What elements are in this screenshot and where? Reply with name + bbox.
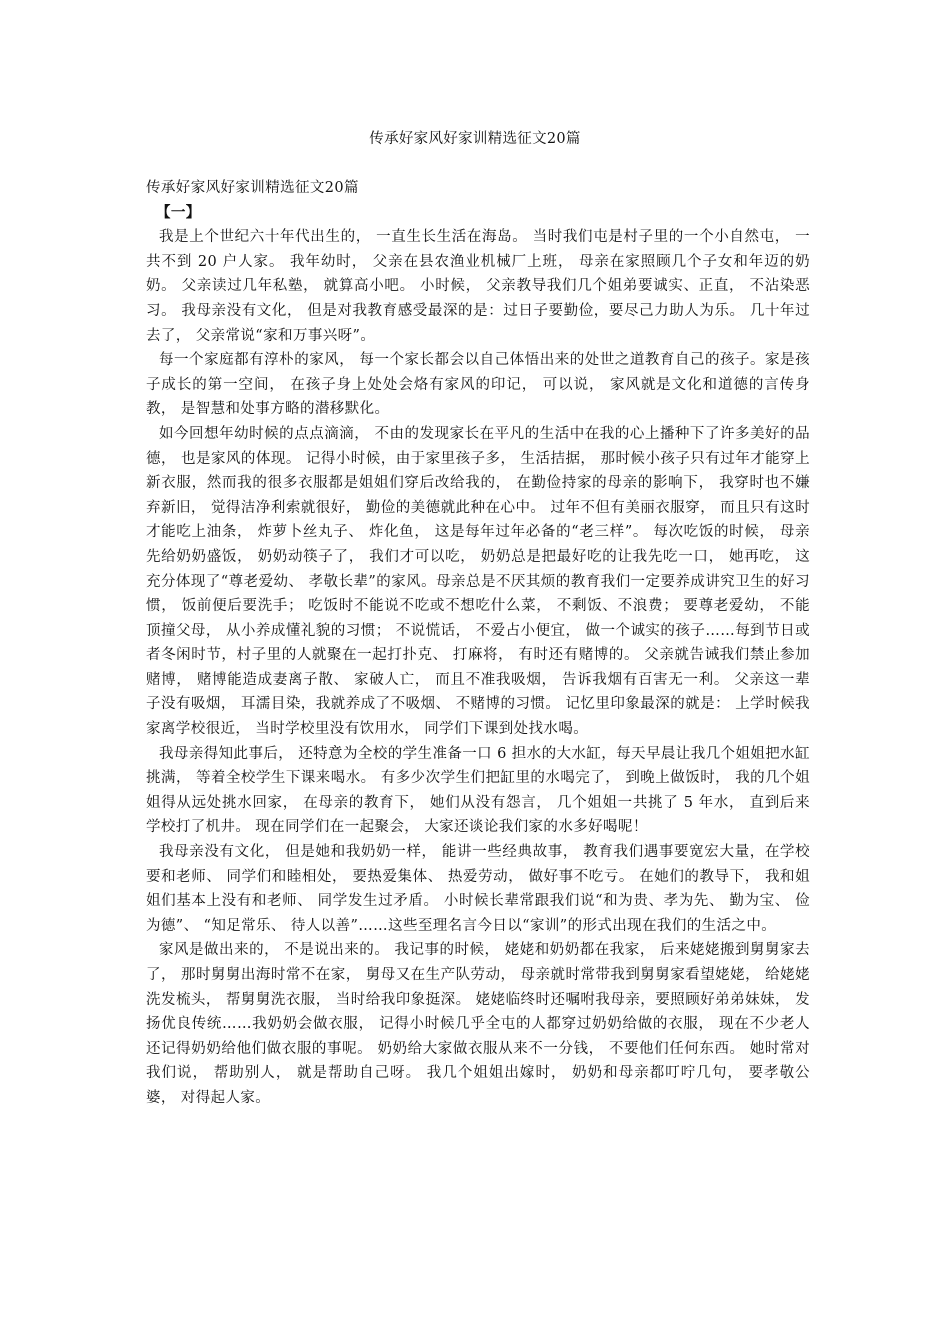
section-label: 【一】 (156, 203, 201, 221)
document-title: 传承好家风好家训精选征文20篇 (369, 131, 581, 147)
paragraph: 我母亲得知此事后， 还特意为全校的学生准备一口 6 担水的大水缸，每天早晨让我几个姐姐把水缸挑满， 等着全校学生下课来喝水。 有多少次学生们把缸里的水喝完了， 到晚上做饭时， 我的几个姐姐得从远处挑水回家， 在母亲的教育下， 她们从没有怨言， 几个姐姐一共挑了 5 年水， 直到后来学校打了机井。 现在同学们在一起聚会， 大家还谈论我们家的水多好喝呢！ (146, 745, 810, 836)
document-subtitle: 传承好家风好家训精选征文20篇 (146, 180, 359, 196)
paragraph: 我母亲没有文化， 但是她和我奶奶一样， 能讲一些经典故事， 教育我们遇事要宽宏大量，在学校要和老师、 同学们和睦相处， 要热爱集体、 热爱劳动， 做好事不吃亏。 在她们的教导下， 我和姐姐们基本上没有和老师、 同学发生过矛盾。 小时候长辈常跟我们说“和为贵、孝为先、 勤为宝、 俭为德”、 “知足常乐、 待人以善”……这些至理名言今日以“家训”的形式出现在我们的生活之中。 (146, 844, 810, 934)
paragraph: 每一个家庭都有淳朴的家风， 每一个家长都会以自己体悟出来的处世之道教育自己的孩子。家是孩子成长的第一空间， 在孩子身上处处会烙有家风的印记， 可以说， 家风就是文化和道德的言传身教， 是智慧和处事方略的潜移默化。 (146, 352, 810, 418)
document-body (146, 176, 810, 1111)
paragraph: 如今回想年幼时候的点点滴滴， 不由的发现家长在平凡的生活中在我的心上播种下了许多美好的品德， 也是家风的体现。 记得小时候，由于家里孩子多， 生活拮据， 那时候小孩子只有过年才能穿上新衣服，然而我的很多衣服都是姐姐们穿后改给我的， 在勤俭持家的母亲的影响下， 我穿时也不嫌弃新旧， 觉得洁净利索就很好， 勤俭的美德就此种在心中。 过年不但有美丽衣服穿， 而且只有这时才能吃上油条， 炸萝卜丝丸子、 炸化鱼， 这是每年过年必备的“老三样”。 每次吃饭的时候， 母亲先给奶奶盛饭， 奶奶动筷子了， 我们才可以吃， 奶奶总是把最好吃的让我先吃一口， 她再吃， 这充分体现了“尊老爱幼、 孝敬长辈”的家风。母亲总是不厌其烦的教育我们一定要养成讲究卫生的好习惯， 饭前便后要洗手； 吃饭时不能说不吃或不想吃什么菜， 不剩饭、不浪费； 要尊老爱幼， 不能顶撞父母， 从小养成懂礼貌的习惯； 不说慌话， 不爱占小便宜， 做一个诚实的孩子……每到节日或者冬闲时节，村子里的人就聚在一起打扑克、 打麻将， 有时还有赌博的。 父亲就告诫我们禁止参加赌博， 赌博能造成妻离子散、 家破人亡， 而且不准我吸烟， 告诉我烟有百害无一利。 父亲这一辈子没有吸烟， 耳濡目染，我就养成了不吸烟、 不赌博的习惯。 记忆里印象最深的就是： 上学时候我家离学校很近， 当时学校里没有饮用水， 同学们下课到处找水喝。 (146, 425, 810, 738)
paragraph: 家风是做出来的， 不是说出来的。 我记事的时候， 姥姥和奶奶都在我家， 后来姥姥搬到舅舅家去了， 那时舅舅出海时常不在家， 舅母又在生产队劳动， 母亲就时常带我到舅舅家看望姥姥， 给姥姥洗发梳头， 帮舅舅洗衣服， 当时给我印象挺深。 姥姥临终时还嘱咐我母亲，要照顾好弟弟妹妹， 发扬优良传统……我奶奶会做衣服， 记得小时候几乎全屯的人都穿过奶奶给做的衣服， 现在不少老人还记得奶奶给他们做衣服的事呢。 奶奶给大家做衣服从来不一分钱， 不要他们任何东西。 她时常对我们说， 帮助别人， 就是帮助自己呀。 我几个姐姐出嫁时， 奶奶和母亲都叮咛几句， 要孝敬公婆， 对得起人家。 (146, 942, 810, 1106)
paragraph: 我是上个世纪六十年代出生的， 一直生长生活在海岛。 当时我们屯是村子里的一个小自然屯， 一共不到 20 户人家。 我年幼时， 父亲在县农渔业机械厂上班， 母亲在家照顾几个子女和年迈的奶奶。 父亲读过几年私塾， 就算高小吧。 小时候， 父亲教导我们几个姐弟要诚实、正直， 不沾染恶习。 我母亲没有文化， 但是对我教育感受最深的是：过日子要勤俭，要尽己力助人为乐。 几十年过去了， 父亲常说“家和万事兴呀”。 (146, 229, 810, 344)
